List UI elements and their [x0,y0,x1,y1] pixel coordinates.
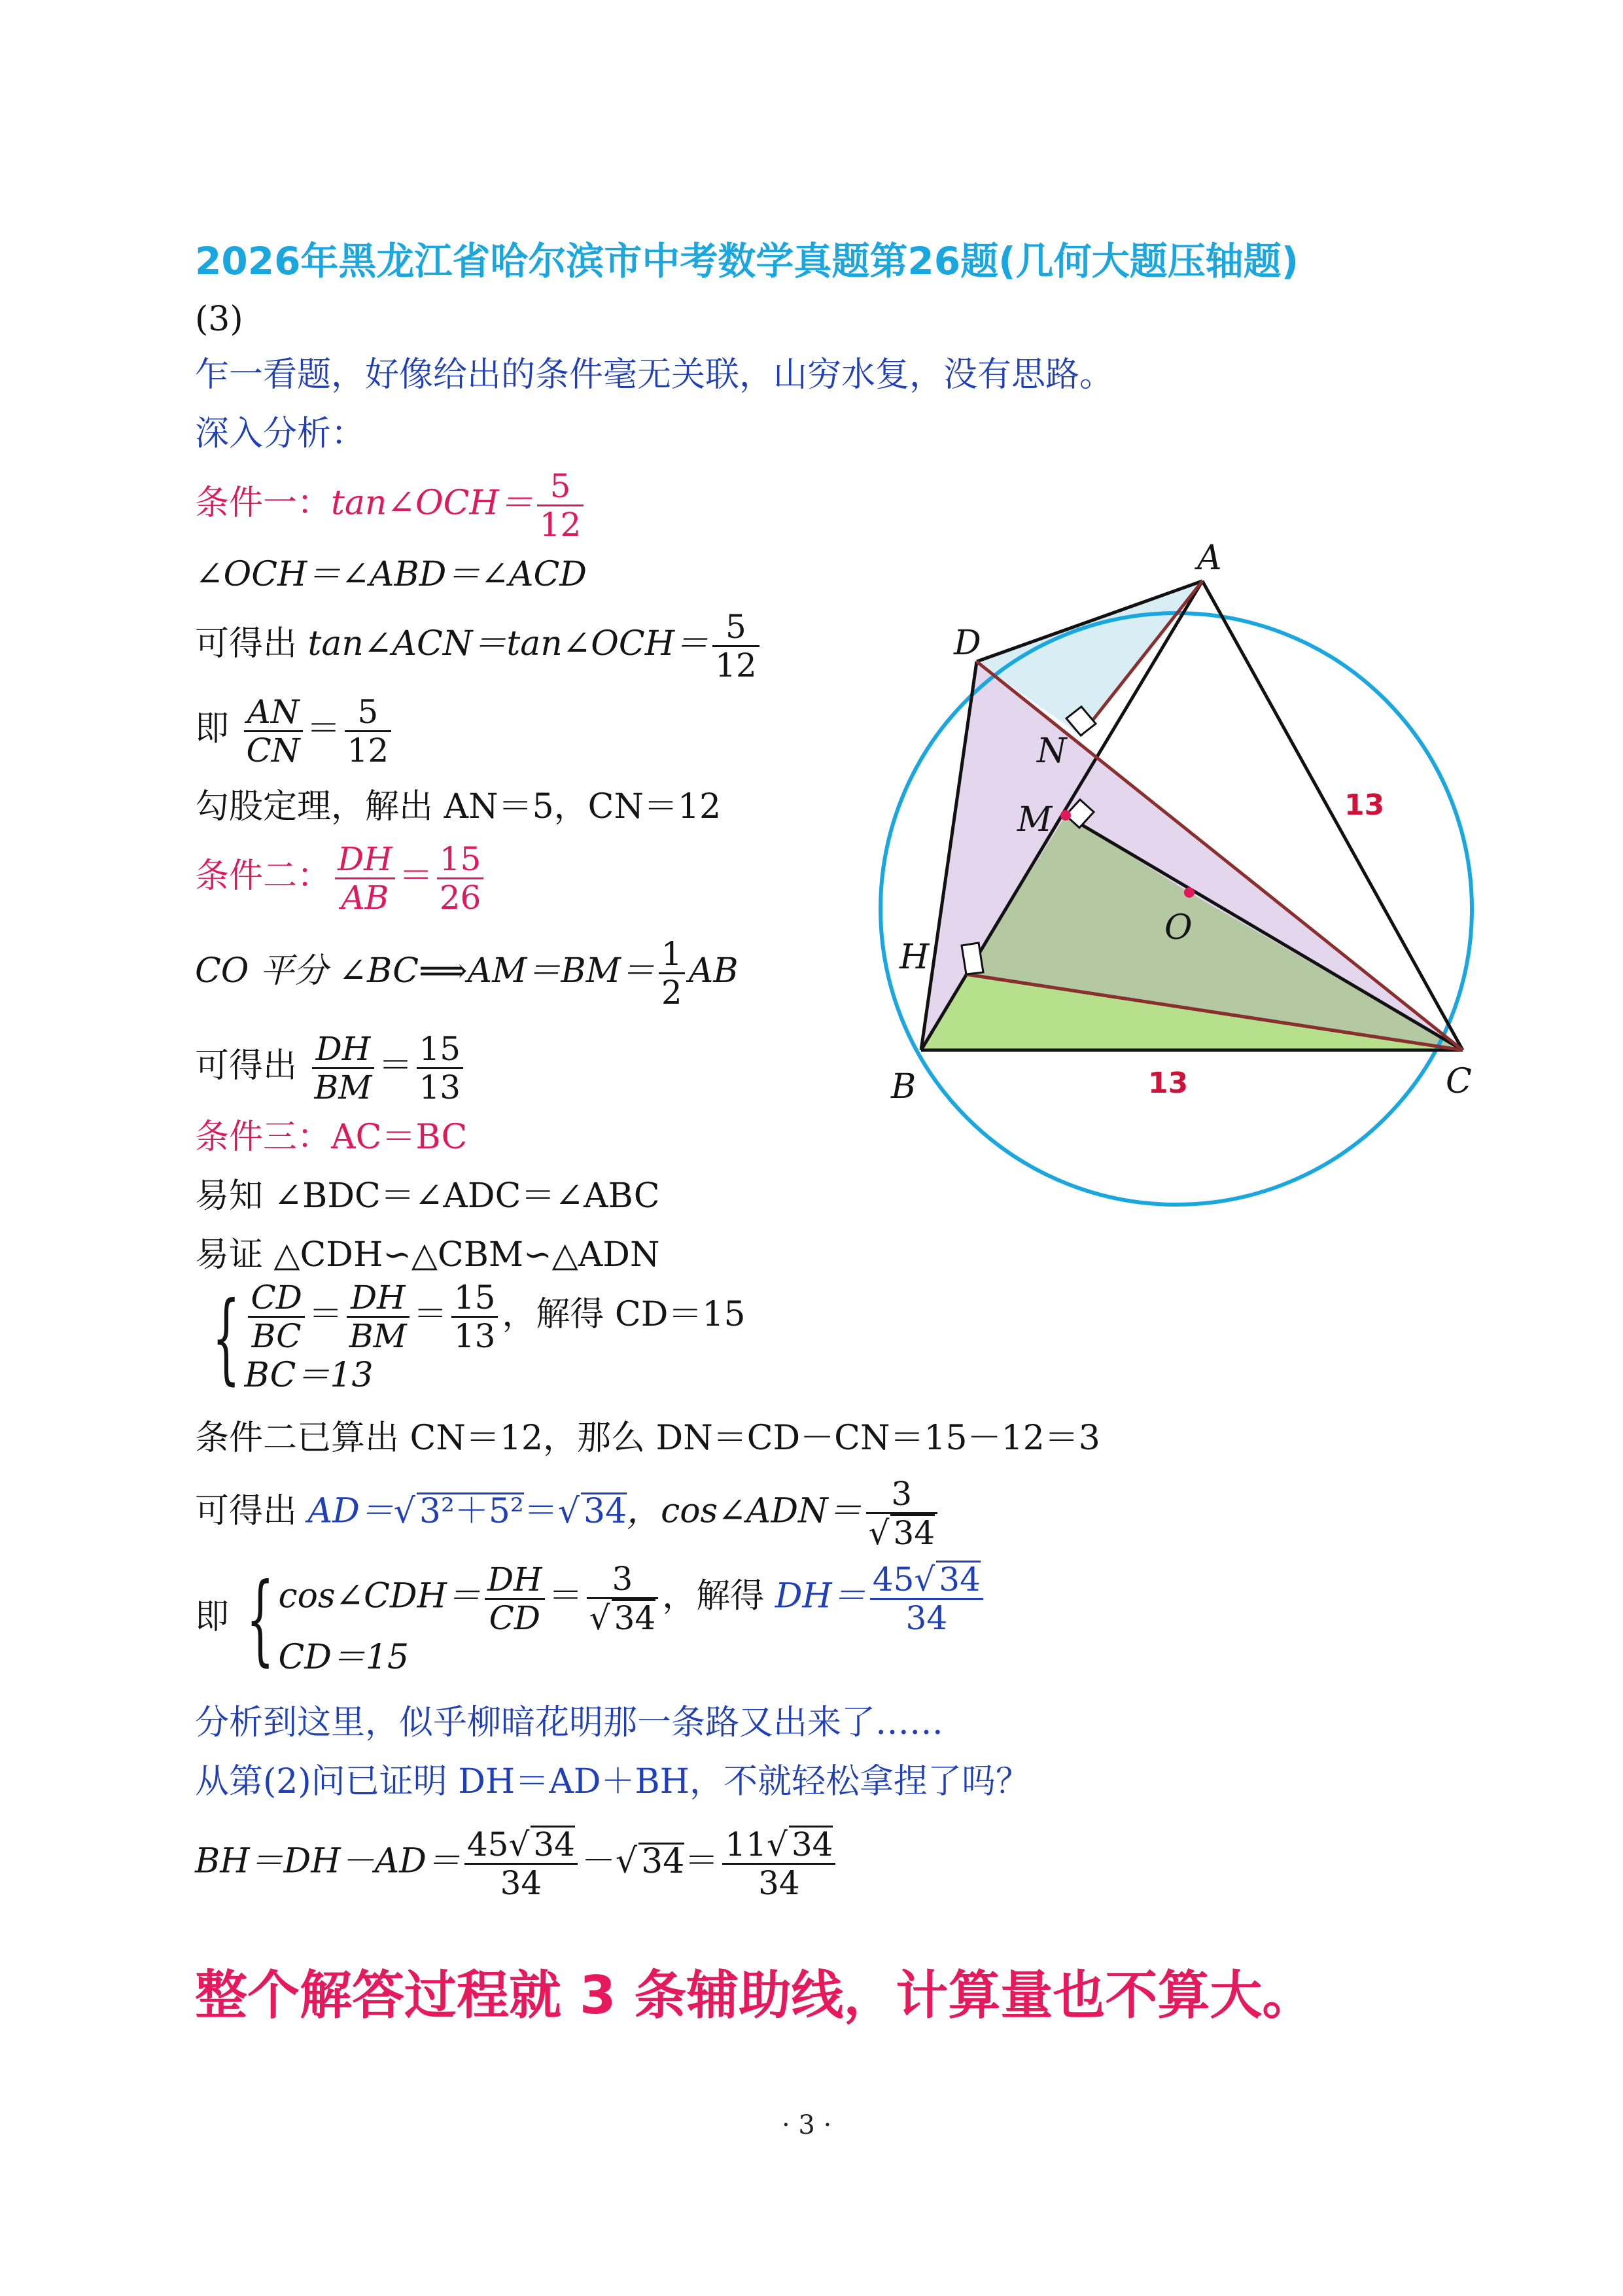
similar-triangles-line: 易证 △CDH∽△CBM∽△ADN [195,1235,660,1275]
analysis-heading: 深入分析： [195,414,366,453]
condition-one-label: 条件一： [195,484,332,523]
label-n: N [1037,732,1067,771]
proved-line: 从第(2)问已证明 DH＝AD＋BH，不就轻松拿捏了吗？ [195,1762,1030,1801]
conclusion: 整个解答过程就 3 条辅助线，计算量也不算大。 [195,1965,1315,2026]
condition-three: 条件三：AC＝BC [195,1118,468,1157]
label-a: A [1197,539,1222,578]
page-title: 2026年黑龙江省哈尔滨市中考数学真题第26题(几何大题压轴题) [195,239,1299,283]
part-label: (3) [195,300,243,339]
easy-know-line: 易知 ∠BDC＝∠ADC＝∠ABC [195,1176,660,1216]
label-b: B [891,1067,916,1106]
pythagoras-line: 勾股定理，解出 AN＝5，CN＝12 [195,787,722,826]
label-o: O [1164,908,1193,947]
intro-text: 乍一看题，好像给出的条件毫无关联，山穷水复，没有思路。 [195,355,1114,395]
point-o [1184,887,1195,898]
right-angle-h [962,943,983,974]
tan-line: 可得出 tan∠ACN＝tan∠OCH＝ $\frac{5}{12}$ [195,609,763,684]
length-ac: 13 [1344,788,1385,822]
bisector-line: CO 平分 ∠BC⟹AM＝BM＝ $\frac{1}{2}$ AB [195,935,739,1012]
dn-line: 条件二已算出 CN＝12，那么 DN＝CD－CN＝15－12＝3 [195,1419,1100,1458]
system-two: 即 { cos∠CDH＝ $\frac{DH}{CD}$ ＝ $\frac{3}{√ 34}$ ，解得 DH＝ $\frac{45√ 34}{34}$ CD＝15 [195,1561,987,1678]
label-h: H [899,938,930,977]
label-c: C [1446,1062,1472,1101]
page-number: · 3 · [782,2110,832,2140]
condition-one: 条件一：tan∠OCH＝ $\frac{5}{12}$ [195,468,587,543]
point-m [1060,810,1071,821]
length-bc: 13 [1148,1067,1189,1100]
dh-bm-line: 可得出 $\frac{DH}{BM}$ ＝ $\frac{15}{13}$ [195,1031,467,1106]
label-d: D [954,624,981,663]
angle-equality: ∠OCH＝∠ABD＝∠ACD [195,555,587,594]
ratio-line: 即 $\frac{AN}{CN}$ ＝ $\frac{5}{12}$ [195,694,395,769]
condition-two: 条件二： $\frac{DH}{AB}$ ＝ $\frac{15}{26}$ [195,841,487,916]
bh-line: BH＝DH－AD＝ $\frac{45√ 34}{34}$ －√ 34＝ $\frac{11√ 34}{34}$ [195,1826,839,1901]
found-line: 分析到这里，似乎柳暗花明那一条路又出来了…… [195,1703,944,1742]
system-one: { $\frac{CD}{BC}$ ＝ $\frac{DH}{BM}$ ＝ $\frac{15}{13}$ ，解得 CD＝15 BC＝13 [212,1279,746,1395]
label-m: M [1017,800,1053,839]
ad-line: 可得出 AD＝√ 3²＋5²＝√ 34，cos∠ADN＝ $\frac{3}{√ 34}$ [195,1475,941,1551]
